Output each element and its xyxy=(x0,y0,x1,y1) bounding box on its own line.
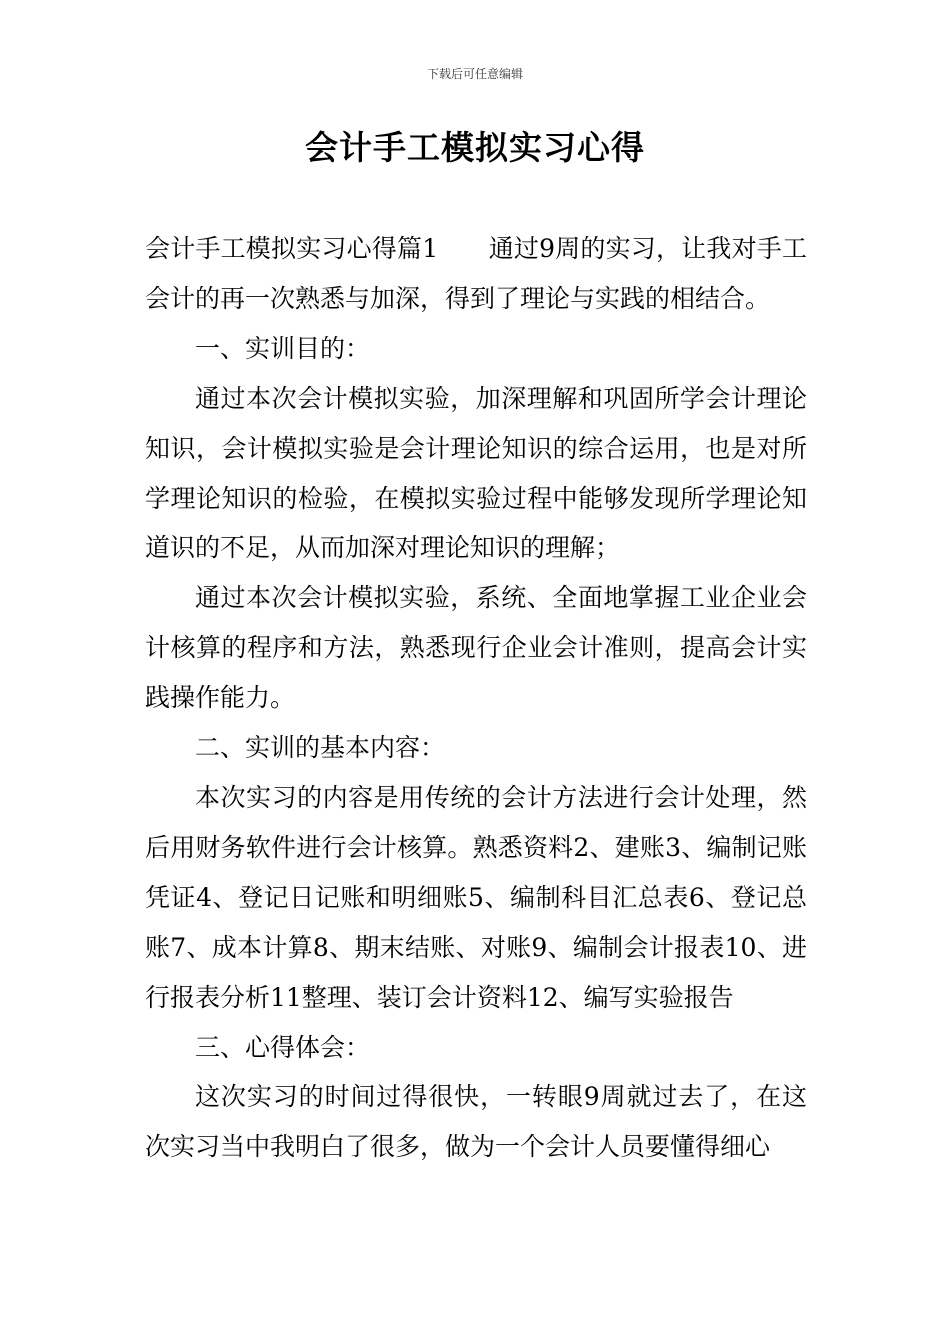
section-heading-content: 二、实训的基本内容： xyxy=(195,733,446,763)
paragraph-intro: 会计手工模拟实习心得篇1 通过9周的实习，让我对手工会计的再一次熟悉与加深，得到了理论与实践的相结合。 xyxy=(145,234,807,313)
paragraph-reflections: 这次实习的时间过得很快，一转眼9周就过去了，在这次实习当中我明白了很多，做为一个会计人员要懂得细心 xyxy=(145,1082,807,1162)
document-body xyxy=(145,224,807,1172)
document-title: 会计手工模拟实习心得 xyxy=(305,128,645,167)
page-header-note: 下载后可任意编辑 xyxy=(426,67,523,81)
paragraph-content: 本次实习的内容是用传统的会计方法进行会计处理，然后用财务软件进行会计核算。熟悉资料2、建账3、编制记账凭证4、登记日记账和明细账5、编制科目汇总表6、登记总账7、成本计算8、期末结账、对账9、编制会计报表10、进行报表分析11整理、装订会计资料12、编写实验报告 xyxy=(145,782,807,1012)
section-heading-reflections: 三、心得体会： xyxy=(195,1032,371,1062)
paragraph-objective-2: 通过本次会计模拟实验，系统、全面地掌握工业企业会计核算的程序和方法，熟悉现行企业会计准则，提高会计实践操作能力。 xyxy=(145,583,807,713)
section-heading-objectives: 一、实训目的： xyxy=(195,333,371,363)
paragraph-objective-1: 通过本次会计模拟实验，加深理解和巩固所学会计理论知识，会计模拟实验是会计理论知识的综合运用，也是对所学理论知识的检验，在模拟实验过程中能够发现所学理论知道识的不足，从而加深对理论知识的理解； xyxy=(145,383,807,563)
